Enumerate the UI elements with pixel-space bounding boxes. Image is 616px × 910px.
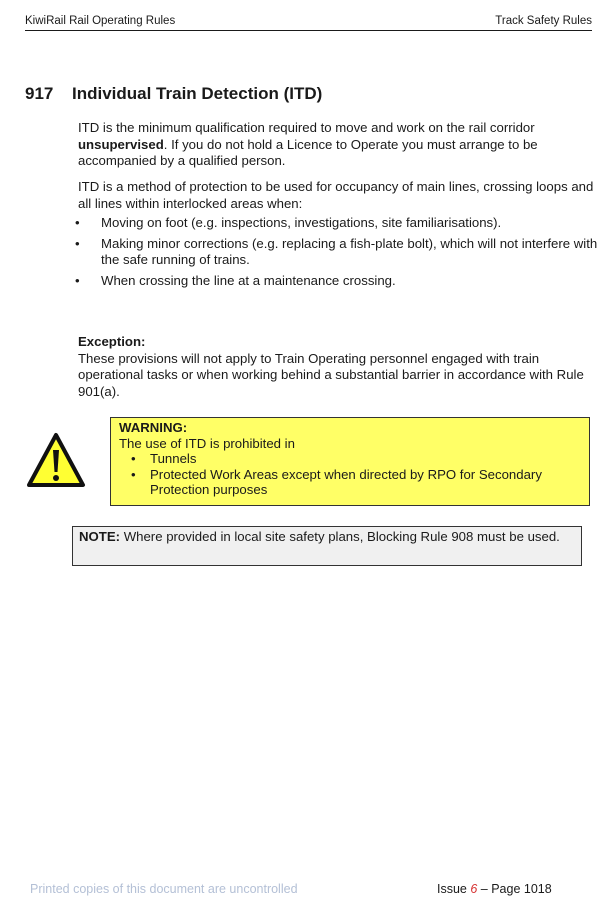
bold-term: unsupervised — [78, 136, 164, 152]
list-item — [131, 451, 581, 467]
section-title: Individual Train Detection (ITD) — [72, 84, 323, 103]
issue-number: 6 — [470, 882, 478, 896]
paragraph-text: ITD is the minimum qualification required to move and work on the rail corridor — [78, 120, 535, 135]
page-number: – Page 1018 — [477, 882, 552, 896]
paragraph-text: . If you do not hold a Licence to Operate you must arrange to be accompanied by a qualified person. — [78, 136, 538, 168]
bullet-icon: • — [131, 451, 136, 466]
list-item-text: Moving on foot (e.g. inspections, investigations, site familiarisations). — [101, 215, 502, 230]
list-item-text: When crossing the line at a maintenance crossing. — [101, 272, 396, 288]
warning-list — [119, 451, 581, 498]
issue-label: Issue — [437, 882, 471, 896]
bullet-icon: • — [75, 215, 80, 230]
list-item — [75, 215, 598, 232]
warning-triangle-icon — [26, 432, 86, 488]
list-item-text: Tunnels — [150, 451, 197, 466]
note-heading: NOTE: — [79, 529, 121, 544]
bullet-icon: • — [75, 235, 80, 251]
exception-text: These provisions will not apply to Train Operating personnel engaged with train operational tasks or when working behind a substantial barrier in accordance with Rule 901(a). — [78, 350, 584, 399]
note-text: Where provided in local site safety plans, Blocking Rule 908 must be used. — [120, 529, 560, 544]
footer-disclaimer: Printed copies of this document are uncontrolled — [30, 882, 298, 896]
header-section-title: Track Safety Rules — [495, 15, 592, 27]
paragraph-intro: ITD is a method of protection to be used for occupancy of main lines, crossing loops and all lines within interlocked areas when: — [78, 179, 594, 211]
list-item — [75, 236, 598, 269]
header-document-title: KiwiRail Rail Operating Rules — [25, 15, 176, 27]
list-item — [131, 467, 581, 498]
exception-heading: Exception: — [78, 334, 146, 349]
section-number: 917 — [25, 84, 54, 103]
exception-block — [78, 334, 598, 400]
section-heading — [25, 84, 322, 104]
warning-heading: WARNING: — [119, 420, 188, 435]
bullet-icon: • — [75, 272, 80, 288]
list-item-text: Making minor corrections (e.g. replacing a fish-plate bolt), which will not interfere with the safe running of trains. — [101, 235, 598, 267]
usage-list — [75, 215, 598, 289]
footer-page-info — [437, 882, 552, 896]
warning-box — [110, 417, 590, 506]
page-header — [25, 13, 592, 31]
paragraph-qualification — [78, 120, 598, 170]
bullet-icon: • — [131, 466, 136, 482]
warning-intro: The use of ITD is prohibited in — [119, 435, 295, 451]
paragraph-method — [75, 179, 598, 293]
list-item-text: Protected Work Areas except when directed by RPO for Secondary Protection purposes — [150, 466, 542, 497]
note-box — [72, 526, 582, 566]
list-item — [75, 273, 598, 290]
